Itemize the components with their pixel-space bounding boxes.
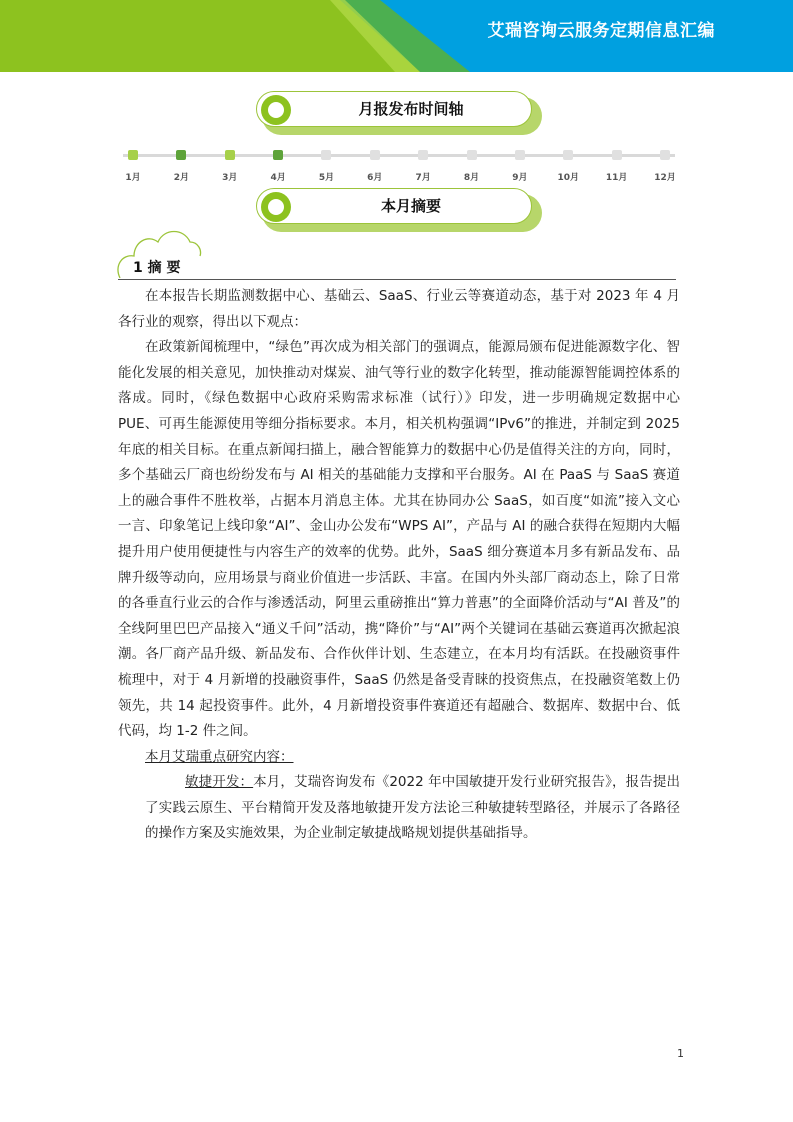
timeline-month-label: 8月 — [463, 173, 480, 183]
timeline-month-label: 5月 — [318, 173, 335, 183]
timeline-month — [210, 147, 250, 183]
timeline-marker-icon — [418, 150, 428, 160]
timeline-month-label: 12月 — [654, 173, 676, 183]
timeline-track — [123, 154, 675, 157]
timeline-marker-icon — [370, 150, 380, 160]
timeline-marker-icon — [612, 150, 622, 160]
timeline-month — [548, 147, 588, 183]
timeline-month-label: 7月 — [415, 173, 431, 183]
paragraph-intro: 在本报告长期监测数据中心、基础云、SaaS、行业云等赛道动态，基于对 2023 年 4 月各行业的观察，得出以下观点： — [118, 288, 680, 330]
timeline-marker-icon — [225, 150, 235, 160]
section-heading: 1 摘 要 — [133, 260, 181, 276]
timeline-marker-icon — [321, 150, 331, 160]
timeline-marker-icon — [128, 150, 138, 160]
timeline-month-label: 2月 — [173, 173, 189, 183]
page-number: 1 — [677, 1047, 684, 1060]
paragraph-main: 在政策新闻梳理中，“绿色”再次成为相关部门的强调点，能源局颁布促进能源数字化、智能化发展的相关意见，加快推动对煤炭、油气等行业的数字化转型，推动能源智能调控体系的落成。同时，《绿色数据中心政府采购需求标准（试行）》印发，进一步明确规定数据中心 PUE、可再生能源使用等细分指标要求。本月，相关机构强调“IPv6”的推进，并制定到 2025 年底的相关目标。在重点新闻扫描上，融合智能算力的数据中心仍是值得关注的方向，同时，多个基础云厂商也纷纷发布与 AI 相关的基础能力支撑和平台服务。AI 在 PaaS 与 SaaS 赛道上的融合事件不胜枚举，占据本月消息主体。尤其在协同办公 SaaS，如百度“如流”接入文心一言、印象笔记上线印象“AI”、金山办公发布“WPS AI”，产品与 AI 的融合获得在短期内大幅提升用户使用便捷性与内容生产的效率的优势。此外，SaaS 细分赛道本月多有新品发布、品牌升级等动向，应用场景与商业价值进一步活跃、丰富。在国内外头部厂商动态上，除了日常的各垂直行业云的合作与渗透活动，阿里云重磅推出“算力普惠”的全面降价活动与“AI 普及”的全线阿里巴巴产品接入“通义千问”活动，携“降价”与“AI”两个关键词在基础云赛道再次掀起浪潮。各厂商产品升级、新品发布、合作伙伴计划、生态建立，在本月均有活跃。在投融资事件梳理中，对于 4 月新增的投融资事件，SaaS 仍然是备受青睐的投资焦点，在投融资笔数上仍领先，共 14 起投资事件。此外，4 月新增投资事件赛道还有超融合、数据库、数据中台、低代码，均 1-2 件之间。 — [118, 339, 680, 740]
timeline-month — [403, 147, 443, 183]
timeline-month — [645, 147, 685, 183]
timeline-month — [258, 147, 298, 183]
timeline-marker-icon — [176, 150, 186, 160]
summary-section-pill — [256, 188, 542, 232]
timeline-month — [113, 147, 153, 183]
timeline-month — [452, 147, 492, 183]
timeline-section-pill — [256, 91, 542, 135]
timeline-marker-icon — [660, 150, 670, 160]
timeline-month-label: 4月 — [270, 173, 286, 183]
research-item-text: 本月，艾瑞咨询发布《2022 年中国敏捷开发行业研究报告》，报告提出了实践云原生、平台精简开发及落地敏捷开发方法论三种敏捷转型路径，并展示了各路径的操作方案及实施效果，为企业制定敏捷战略规划提供基础指导。 — [145, 774, 680, 842]
timeline-month — [355, 147, 395, 183]
timeline-month-label: 9月 — [512, 173, 528, 183]
header-title: 艾瑞咨询云服务定期信息汇编 — [487, 21, 715, 41]
timeline-month-label: 11月 — [605, 173, 628, 183]
timeline-month — [500, 147, 540, 183]
timeline-section-title: 月报发布时间轴 — [358, 100, 464, 118]
timeline-month-label: 3月 — [222, 173, 238, 183]
research-item-label: 敏捷开发： — [185, 774, 254, 791]
research-item — [145, 770, 680, 847]
timeline-month-label: 1月 — [125, 173, 141, 183]
research-heading: 本月艾瑞重点研究内容： — [145, 748, 294, 765]
timeline-month — [161, 147, 201, 183]
release-timeline — [123, 147, 675, 181]
pill-circle-icon — [261, 192, 291, 222]
summary-section-title: 本月摘要 — [380, 197, 441, 215]
timeline-marker-icon — [467, 150, 477, 160]
timeline-marker-icon — [515, 150, 525, 160]
timeline-month — [306, 147, 346, 183]
pill-circle-icon — [261, 95, 291, 125]
timeline-month-label: 6月 — [367, 173, 383, 183]
timeline-month-label: 10月 — [557, 173, 580, 183]
timeline-marker-icon — [563, 150, 573, 160]
timeline-marker-icon — [273, 150, 283, 160]
summary-body — [118, 284, 680, 847]
timeline-month — [597, 147, 637, 183]
section-divider — [118, 279, 676, 280]
